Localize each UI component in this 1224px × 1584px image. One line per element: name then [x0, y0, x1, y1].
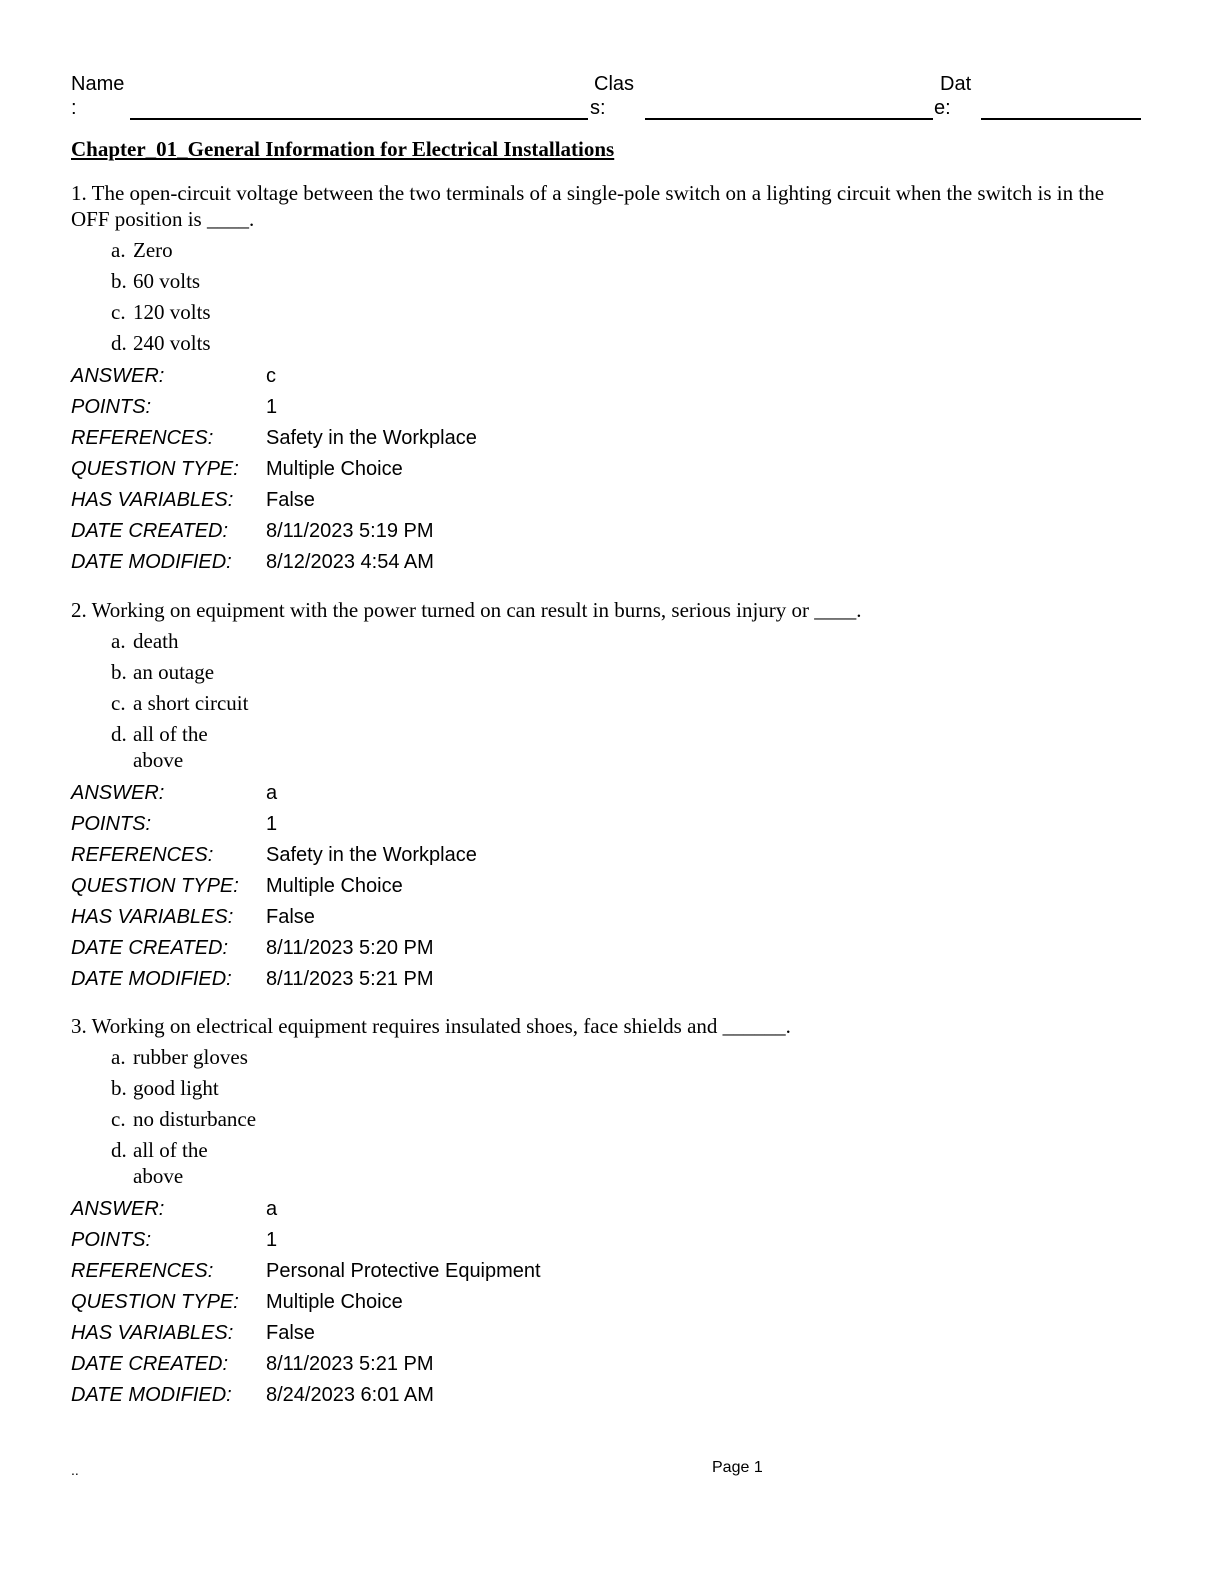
- references-label: REFERENCES:: [71, 1260, 214, 1282]
- date-modified-value: 8/24/2023 6:01 AM: [266, 1384, 434, 1406]
- answer-value: a: [266, 1198, 278, 1220]
- page-number: Page 1: [712, 1459, 763, 1476]
- has-variables-value: False: [266, 489, 315, 511]
- class-label-suffix: s:: [590, 97, 606, 119]
- references-value: Safety in the Workplace: [266, 427, 477, 449]
- references-value: Safety in the Workplace: [266, 844, 477, 866]
- choice-b[interactable]: b. an outage: [111, 660, 215, 684]
- has-variables-label: HAS VARIABLES:: [71, 1322, 234, 1344]
- answer-value: a: [266, 782, 278, 804]
- question-type-value: Multiple Choice: [266, 458, 403, 480]
- choice-c[interactable]: c. a short circuit: [111, 691, 249, 715]
- choice-c[interactable]: c. 120 volts: [111, 300, 211, 324]
- question-type-label: QUESTION TYPE:: [71, 458, 239, 480]
- references-label: REFERENCES:: [71, 844, 214, 866]
- choice-d[interactable]: d. all of the above: [111, 1138, 208, 1188]
- answer-label: ANSWER:: [71, 365, 165, 387]
- points-value: 1: [266, 1229, 278, 1251]
- choice-a[interactable]: a. death: [111, 629, 179, 653]
- date-created-label: DATE CREATED:: [71, 1353, 229, 1375]
- choice-d[interactable]: d. all of the above: [111, 722, 208, 772]
- points-label: POINTS:: [71, 396, 152, 418]
- question-metadata: [71, 361, 1131, 578]
- answer-value: c: [266, 365, 276, 387]
- has-variables-value: False: [266, 906, 315, 928]
- answer-label: ANSWER:: [71, 782, 165, 804]
- question-3: [71, 1013, 1131, 1411]
- question-2: [71, 597, 1131, 995]
- date-modified-label: DATE MODIFIED:: [71, 1384, 232, 1406]
- name-label-colon: :: [71, 97, 77, 119]
- choice-b[interactable]: b. 60 volts: [111, 269, 201, 293]
- points-value: 1: [266, 813, 278, 835]
- name-field-line[interactable]: [130, 118, 588, 120]
- question-type-value: Multiple Choice: [266, 875, 403, 897]
- points-value: 1: [266, 396, 278, 418]
- question-stem: 1. The open-circuit voltage between the two terminals of a single-pole switch on a lighting circuit when the switch is in the OFF position is ____.: [71, 181, 1105, 231]
- points-label: POINTS:: [71, 813, 152, 835]
- choice-list: [71, 1044, 1131, 1189]
- date-created-label: DATE CREATED:: [71, 937, 229, 959]
- date-created-value: 8/11/2023 5:21 PM: [266, 1353, 434, 1375]
- class-label: Clas: [594, 73, 635, 95]
- chapter-title: Chapter_01_General Information for Electrical Installations: [71, 137, 615, 161]
- has-variables-value: False: [266, 1322, 315, 1344]
- class-field-line[interactable]: [645, 118, 933, 120]
- choice-a[interactable]: a. Zero: [111, 238, 173, 262]
- points-label: POINTS:: [71, 1229, 152, 1251]
- choice-c[interactable]: c. no disturbance: [111, 1107, 257, 1131]
- date-field-line[interactable]: [981, 118, 1141, 120]
- date-modified-value: 8/12/2023 4:54 AM: [266, 551, 434, 573]
- date-modified-label: DATE MODIFIED:: [71, 968, 232, 990]
- date-created-value: 8/11/2023 5:20 PM: [266, 937, 434, 959]
- choice-list: [71, 237, 1131, 356]
- question-type-label: QUESTION TYPE:: [71, 1291, 239, 1313]
- date-created-label: DATE CREATED:: [71, 520, 229, 542]
- question-type-label: QUESTION TYPE:: [71, 875, 239, 897]
- choice-b[interactable]: b. good light: [111, 1076, 219, 1100]
- question-metadata: [71, 1194, 1131, 1411]
- date-label-suffix: e:: [934, 97, 951, 119]
- has-variables-label: HAS VARIABLES:: [71, 906, 234, 928]
- name-label: Name: [71, 73, 125, 95]
- date-modified-value: 8/11/2023 5:21 PM: [266, 968, 434, 990]
- question-metadata: [71, 778, 1131, 995]
- choice-a[interactable]: a. rubber gloves: [111, 1045, 248, 1069]
- references-value: Personal Protective Equipment: [266, 1260, 541, 1282]
- choice-list: [71, 628, 1131, 773]
- date-label: Dat: [940, 73, 972, 95]
- has-variables-label: HAS VARIABLES:: [71, 489, 234, 511]
- footer-dots: ..: [71, 1462, 79, 1478]
- choice-d[interactable]: d. 240 volts: [111, 331, 211, 355]
- question-stem: 2. Working on equipment with the power turned on can result in burns, serious injury or ____.: [71, 598, 862, 622]
- question-type-value: Multiple Choice: [266, 1291, 403, 1313]
- date-modified-label: DATE MODIFIED:: [71, 551, 232, 573]
- date-created-value: 8/11/2023 5:19 PM: [266, 520, 434, 542]
- answer-label: ANSWER:: [71, 1198, 165, 1220]
- references-label: REFERENCES:: [71, 427, 214, 449]
- question-1: [71, 180, 1131, 578]
- question-stem: 3. Working on electrical equipment requires insulated shoes, face shields and ______.: [71, 1014, 791, 1038]
